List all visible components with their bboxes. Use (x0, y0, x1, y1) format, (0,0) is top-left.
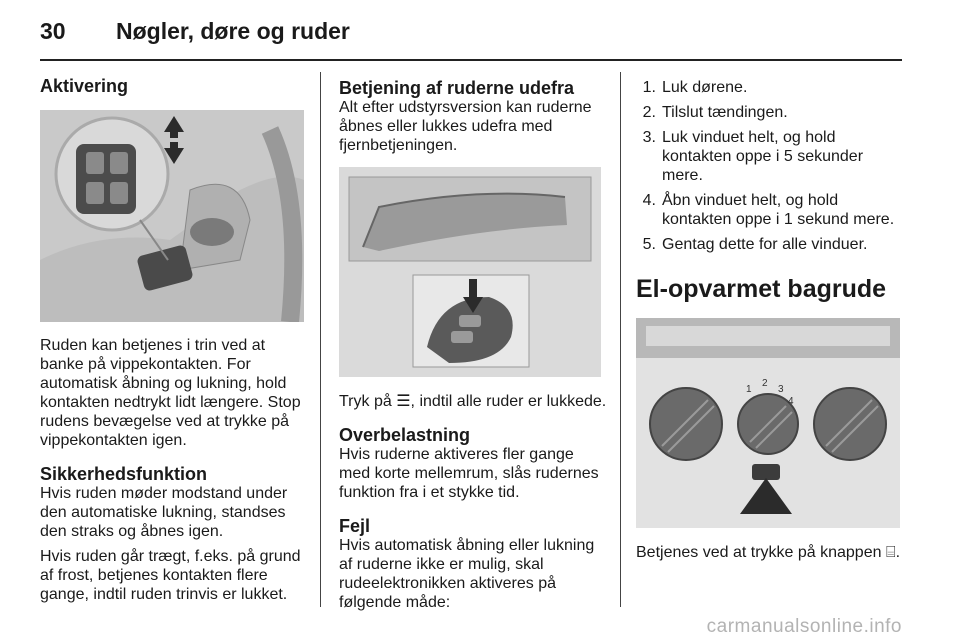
column-middle (339, 72, 607, 612)
step-number: 4. (642, 192, 656, 209)
lock-symbol-icon: ☰ (396, 391, 411, 410)
step-text: Åbn vinduet helt, og hold kontakten oppe i 1 sekund mere. (662, 192, 895, 228)
paragraph-sikkerhed-1: Hvis ruden møder modstand under den automatiske lukning, standses den straks og åbnes igen. (40, 485, 288, 540)
paragraph-udefra: Alt efter udstyrsversion kan ruderne åbnes eller lukkes udefra med fjernbetjeningen. (339, 99, 592, 154)
paragraph-fejl: Hvis automatisk åbning eller lukning af ruderne ikke er mulig, skal rudeelektronikken aktiveres på følgende måde: (339, 537, 595, 611)
step-number: 3. (642, 129, 656, 146)
column-divider (320, 72, 321, 607)
bagrude-text-before: Betjenes ved at trykke på knappen (636, 544, 882, 561)
list-item (636, 128, 904, 185)
section-heading-overbelastning: Overbelastning (339, 425, 471, 445)
knob-label: 3 (778, 384, 784, 395)
list-item (636, 78, 904, 97)
list-item (636, 103, 904, 122)
paragraph-aktivering: Ruden kan betjenes i trin ved at banke på vippekontakten. For automatisk åbning og lukning, hold kontakten nedtrykt lidt længere. Stop rudens bevægelse ved at trykke på vippekontakten igen. (40, 337, 301, 449)
section-heading-sikkerhed: Sikkerhedsfunktion (40, 464, 208, 484)
paragraph-bagrude (636, 542, 904, 562)
door-switch-graphic (40, 110, 304, 322)
press-text-before: Tryk på (339, 393, 392, 410)
step-text: Luk vinduet helt, og hold kontakten oppe i 5 sekunder mere. (662, 129, 864, 184)
bagrude-text-after: . (895, 544, 901, 561)
door-switch-illustration (40, 110, 304, 322)
step-text: Luk dørene. (662, 79, 748, 96)
step-text: Gentag dette for alle vinduer. (662, 236, 868, 253)
column-left (40, 72, 308, 604)
heater-panel-graphic (636, 318, 900, 528)
step-number: 1. (642, 79, 656, 96)
remote-key-graphic (339, 167, 601, 377)
column-right (636, 72, 904, 562)
step-list (636, 78, 904, 254)
remote-key-illustration (339, 167, 601, 377)
watermark: carmanualsonline.info (706, 616, 902, 637)
section-heading-udefra: Betjening af ruderne udefra (339, 78, 575, 98)
list-item (636, 235, 904, 254)
header-rule (40, 59, 902, 61)
knob-label: 4 (788, 396, 794, 407)
knob-label: 1 (746, 384, 752, 395)
step-number: 2. (642, 104, 656, 121)
section-heading-aktivering: Aktivering (40, 76, 129, 96)
page-title: Nøgler, døre og ruder (116, 18, 350, 44)
press-text-after: , indtil alle ruder er lukkede. (410, 393, 607, 410)
page-number: 30 (40, 18, 66, 44)
step-number: 5. (642, 236, 656, 253)
knob-label: 2 (762, 378, 768, 389)
rear-defrost-illustration (636, 318, 900, 528)
paragraph-overbelastning: Hvis ruderne aktiveres fler gange med korte mellemrum, slås rudernes funktion fra i et stykke tid. (339, 446, 599, 501)
section-heading-fejl: Fejl (339, 516, 371, 536)
page-header (40, 18, 350, 45)
section-heading-bagrude: El-opvarmet bagrude (636, 275, 887, 303)
paragraph-sikkerhed-2: Hvis ruden går trægt, f.eks. på grund af frost, betjenes kontakten flere gange, indtil ruden trinvis er lukket. (40, 548, 301, 603)
step-text: Tilslut tændingen. (662, 104, 788, 121)
rear-defrost-icon: ⌸ (885, 542, 896, 561)
list-item (636, 191, 904, 229)
paragraph-tryk (339, 391, 607, 411)
column-divider (620, 72, 621, 607)
